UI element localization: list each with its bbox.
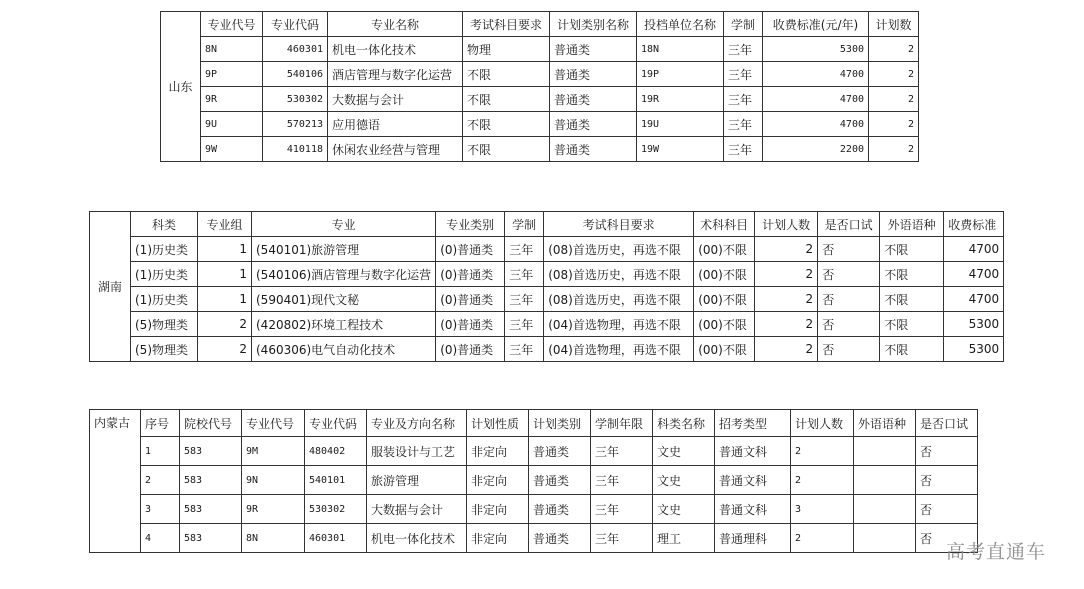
column-header: 是否口试: [916, 410, 978, 437]
table-cell: (04)首选物理，再选不限: [544, 312, 694, 337]
table-cell: 大数据与会计: [367, 495, 467, 524]
table-cell: 570213: [263, 112, 328, 137]
table-cell: 4700: [763, 87, 869, 112]
table-cell: 19W: [637, 137, 724, 162]
table-cell: 1: [198, 262, 252, 287]
table-cell: 2: [141, 466, 180, 495]
table-cell: 9W: [201, 137, 263, 162]
table-cell: 5300: [944, 337, 1004, 362]
table-cell: 否: [818, 262, 880, 287]
table-cell: 否: [818, 237, 880, 262]
column-header: 科类: [131, 212, 198, 237]
table-cell: 3: [791, 495, 854, 524]
column-header: 考试科目要求: [463, 12, 550, 37]
table-cell: 2: [869, 112, 919, 137]
table-cell: 4700: [763, 62, 869, 87]
table-cell: 普通理科: [715, 524, 791, 553]
table-cell: 5300: [763, 37, 869, 62]
column-header: 专业代号: [201, 12, 263, 37]
table-cell: (0)普通类: [436, 237, 505, 262]
table-cell: 酒店管理与数字化运营: [328, 62, 463, 87]
column-header: 术科科目: [694, 212, 755, 237]
table-cell: 三年: [505, 237, 544, 262]
table-cell: (08)首选历史，再选不限: [544, 287, 694, 312]
table-cell: 4700: [944, 262, 1004, 287]
table-cell: 普通类: [550, 37, 637, 62]
table-cell: (08)首选历史，再选不限: [544, 262, 694, 287]
table-row: [90, 437, 978, 466]
table-cell: (0)普通类: [436, 337, 505, 362]
column-header: 科类名称: [653, 410, 715, 437]
shandong-table: [160, 11, 919, 162]
table-cell: 三年: [724, 112, 763, 137]
table-cell: 休闲农业经营与管理: [328, 137, 463, 162]
table-cell: 三年: [505, 312, 544, 337]
table-cell: 普通类: [529, 524, 591, 553]
table-row: [90, 337, 1004, 362]
table-cell: 9N: [242, 466, 305, 495]
table-cell: 普通类: [529, 466, 591, 495]
table-cell: (5)物理类: [131, 337, 198, 362]
table-cell: 2: [869, 87, 919, 112]
table-cell: 服装设计与工艺: [367, 437, 467, 466]
table-cell: 三年: [724, 37, 763, 62]
table-cell: 9R: [242, 495, 305, 524]
column-header: 收费标准(元/年): [763, 12, 869, 37]
table-cell: 不限: [880, 312, 944, 337]
table-cell: 583: [180, 495, 242, 524]
column-header: 学制: [724, 12, 763, 37]
table-cell: 机电一体化技术: [328, 37, 463, 62]
table-row: [90, 466, 978, 495]
table-row: [90, 237, 1004, 262]
province-label: 湖南: [90, 212, 131, 362]
table-cell: 460301: [305, 524, 367, 553]
table-cell: 2200: [763, 137, 869, 162]
table-cell: 普通类: [550, 112, 637, 137]
table-cell: 480402: [305, 437, 367, 466]
table-cell: 9M: [242, 437, 305, 466]
table-cell: 非定向: [467, 524, 529, 553]
table-cell: 583: [180, 466, 242, 495]
table-cell: 2: [791, 437, 854, 466]
table-cell: 大数据与会计: [328, 87, 463, 112]
table-cell: 4700: [944, 237, 1004, 262]
table-cell: 19R: [637, 87, 724, 112]
table-cell: 否: [916, 437, 978, 466]
hunan-table: [89, 211, 1004, 362]
table-cell: (00)不限: [694, 262, 755, 287]
column-header: 专业代码: [305, 410, 367, 437]
column-header: 专业: [252, 212, 436, 237]
table-cell: (590401)现代文秘: [252, 287, 436, 312]
table-cell: 三年: [505, 287, 544, 312]
table-cell: 2: [755, 237, 818, 262]
table-cell: 普通文科: [715, 466, 791, 495]
column-header: 学制: [505, 212, 544, 237]
table-cell: 3: [141, 495, 180, 524]
table-cell: 19P: [637, 62, 724, 87]
table-cell: 三年: [591, 524, 653, 553]
table-cell: 非定向: [467, 437, 529, 466]
table-cell: (00)不限: [694, 287, 755, 312]
table-cell: 1: [198, 287, 252, 312]
watermark-text: 高考直通车: [946, 541, 1047, 563]
column-header: 专业代码: [263, 12, 328, 37]
column-header: 考试科目要求: [544, 212, 694, 237]
table-cell: (460306)电气自动化技术: [252, 337, 436, 362]
column-header: 计划人数: [755, 212, 818, 237]
table-cell: 8N: [201, 37, 263, 62]
table-cell: 460301: [263, 37, 328, 62]
column-header: 专业及方向名称: [367, 410, 467, 437]
table-cell: 否: [916, 495, 978, 524]
table-cell: 不限: [880, 337, 944, 362]
table-cell: 三年: [591, 466, 653, 495]
table-cell: 583: [180, 437, 242, 466]
neimenggu-table: [89, 409, 978, 553]
table-cell: [854, 466, 916, 495]
table-cell: 2: [791, 466, 854, 495]
table-cell: (1)历史类: [131, 237, 198, 262]
column-header: 计划性质: [467, 410, 529, 437]
column-header: 学制年限: [591, 410, 653, 437]
table-cell: 410118: [263, 137, 328, 162]
table-cell: 19U: [637, 112, 724, 137]
table-cell: (0)普通类: [436, 312, 505, 337]
table-cell: (04)首选物理，再选不限: [544, 337, 694, 362]
table-cell: 三年: [724, 137, 763, 162]
table-cell: 普通文科: [715, 437, 791, 466]
table-cell: 非定向: [467, 495, 529, 524]
table-cell: 文史: [653, 495, 715, 524]
table-cell: 1: [198, 237, 252, 262]
table-cell: (0)普通类: [436, 262, 505, 287]
table-cell: 三年: [505, 337, 544, 362]
table-cell: 2: [755, 312, 818, 337]
table-cell: 三年: [724, 62, 763, 87]
table-cell: 583: [180, 524, 242, 553]
table-cell: 三年: [591, 437, 653, 466]
table-cell: 不限: [463, 62, 550, 87]
table-cell: 否: [818, 287, 880, 312]
table-cell: 旅游管理: [367, 466, 467, 495]
column-header: 计划类别名称: [550, 12, 637, 37]
table-cell: 2: [755, 337, 818, 362]
table-cell: 540106: [263, 62, 328, 87]
table-cell: 2: [755, 262, 818, 287]
table-row: [161, 37, 919, 62]
table-cell: 9R: [201, 87, 263, 112]
table-cell: 文史: [653, 466, 715, 495]
table-cell: (00)不限: [694, 237, 755, 262]
table-cell: (00)不限: [694, 337, 755, 362]
table-cell: (00)不限: [694, 312, 755, 337]
table-row: [161, 87, 919, 112]
table-cell: 8N: [242, 524, 305, 553]
table-row: [90, 524, 978, 553]
table-cell: 三年: [724, 87, 763, 112]
column-header: 序号: [141, 410, 180, 437]
table-cell: 不限: [463, 87, 550, 112]
table-cell: 物理: [463, 37, 550, 62]
table-cell: 非定向: [467, 466, 529, 495]
column-header: 计划数: [869, 12, 919, 37]
column-header: 招考类型: [715, 410, 791, 437]
table-cell: 普通类: [550, 137, 637, 162]
table-row: [161, 62, 919, 87]
column-header: 计划人数: [791, 410, 854, 437]
table-cell: 否: [818, 312, 880, 337]
table-cell: 应用德语: [328, 112, 463, 137]
table-cell: 普通类: [529, 437, 591, 466]
table-cell: 5300: [944, 312, 1004, 337]
table-row: [90, 495, 978, 524]
table-cell: 2: [755, 287, 818, 312]
table-cell: 18N: [637, 37, 724, 62]
table-header-row: [161, 12, 919, 37]
column-header: 专业名称: [328, 12, 463, 37]
table-cell: 2: [869, 37, 919, 62]
table-cell: (420802)环境工程技术: [252, 312, 436, 337]
column-header: 外语语种: [854, 410, 916, 437]
table-cell: 9U: [201, 112, 263, 137]
table-cell: (08)首选历史，再选不限: [544, 237, 694, 262]
column-header: 外语语种: [880, 212, 944, 237]
table-cell: 4700: [944, 287, 1004, 312]
column-header: 专业类别: [436, 212, 505, 237]
table-cell: 2: [198, 312, 252, 337]
table-row: [161, 112, 919, 137]
table-cell: 540101: [305, 466, 367, 495]
column-header: 专业代号: [242, 410, 305, 437]
table-cell: 530302: [305, 495, 367, 524]
table-row: [90, 312, 1004, 337]
column-header: 是否口试: [818, 212, 880, 237]
table-cell: 不限: [463, 112, 550, 137]
table-cell: 机电一体化技术: [367, 524, 467, 553]
table-cell: 2: [869, 137, 919, 162]
table-cell: (1)历史类: [131, 262, 198, 287]
table-cell: 否: [916, 524, 978, 553]
table-cell: [854, 524, 916, 553]
table-cell: 文史: [653, 437, 715, 466]
table-cell: 不限: [880, 262, 944, 287]
table-cell: [854, 437, 916, 466]
table-cell: (540106)酒店管理与数字化运营: [252, 262, 436, 287]
table-cell: 普通类: [550, 87, 637, 112]
column-header: 院校代号: [180, 410, 242, 437]
table-row: [90, 287, 1004, 312]
table-cell: (540101)旅游管理: [252, 237, 436, 262]
table-cell: 三年: [591, 495, 653, 524]
table-cell: 不限: [880, 237, 944, 262]
table-cell: 4: [141, 524, 180, 553]
table-cell: (1)历史类: [131, 287, 198, 312]
table-cell: 2: [198, 337, 252, 362]
column-header: 收费标准: [944, 212, 1004, 237]
table-cell: 否: [818, 337, 880, 362]
table-cell: 否: [916, 466, 978, 495]
table-cell: 普通文科: [715, 495, 791, 524]
province-label: 山东: [161, 12, 201, 162]
table-cell: (0)普通类: [436, 287, 505, 312]
table-cell: 4700: [763, 112, 869, 137]
table-header-row: [90, 212, 1004, 237]
table-cell: 1: [141, 437, 180, 466]
column-header: 专业组: [198, 212, 252, 237]
column-header: 计划类别: [529, 410, 591, 437]
column-header: 投档单位名称: [637, 12, 724, 37]
table-cell: 理工: [653, 524, 715, 553]
table-cell: 不限: [880, 287, 944, 312]
table-row: [161, 137, 919, 162]
table-cell: 普通类: [529, 495, 591, 524]
table-cell: 普通类: [550, 62, 637, 87]
table-cell: 2: [869, 62, 919, 87]
table-cell: [854, 495, 916, 524]
table-header-row: [90, 410, 978, 437]
table-row: [90, 262, 1004, 287]
table-cell: 9P: [201, 62, 263, 87]
table-cell: 2: [791, 524, 854, 553]
table-cell: 三年: [505, 262, 544, 287]
table-cell: 不限: [463, 137, 550, 162]
table-cell: 530302: [263, 87, 328, 112]
province-label: 内蒙古: [90, 410, 141, 553]
table-cell: (5)物理类: [131, 312, 198, 337]
